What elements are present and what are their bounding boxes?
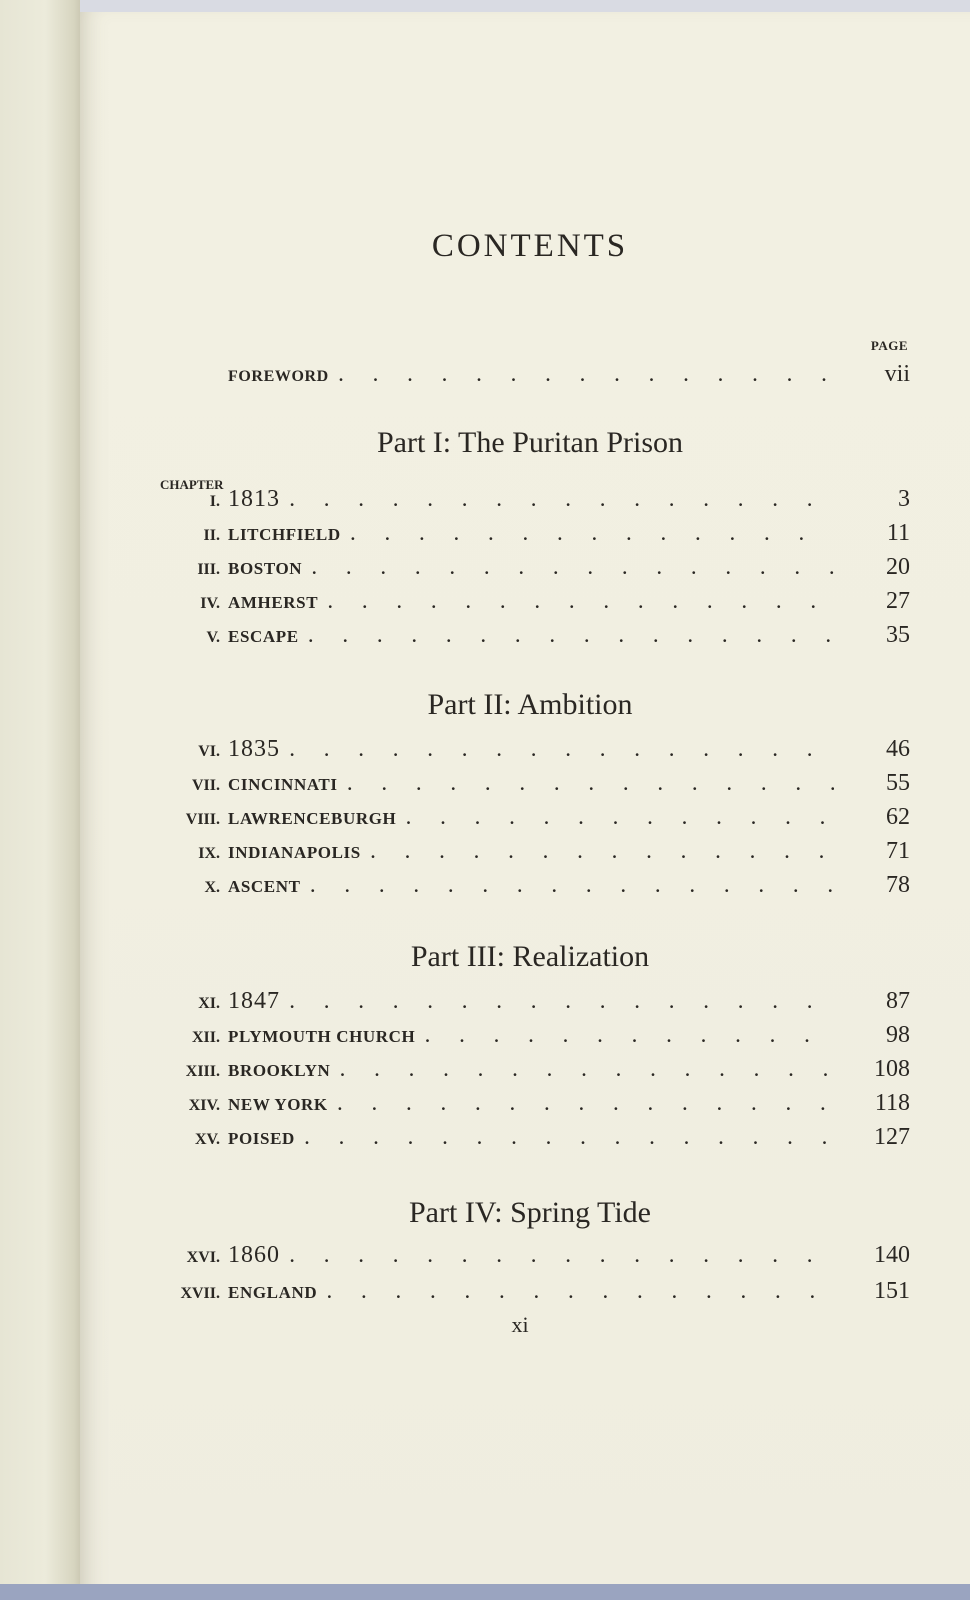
page-number: 20 [886,554,910,580]
chapter-title: CINCINNATI [228,775,338,794]
dot-leader [290,491,834,511]
chapter-number: V. [206,629,220,646]
dot-leader [425,1027,834,1047]
chapter-title: 1813 [228,486,280,512]
dot-leader [338,1095,834,1115]
chapter-title: FOREWORD [228,368,329,385]
dot-leader [327,1283,834,1303]
chapter-title: ASCENT [228,877,301,896]
dot-leader [351,525,834,545]
part-heading: Part III: Realization [410,940,650,973]
page-number: 78 [886,872,910,898]
chapter-number: XII. [191,1029,220,1046]
chapter-number: XVII. [180,1285,220,1302]
chapter-number: XI. [198,995,220,1012]
chapter-number: XV. [194,1131,220,1148]
page-number: 62 [886,804,910,830]
toc-entry [150,588,910,622]
chapter-title: BOSTON [228,559,303,578]
page-number: 11 [886,520,910,546]
toc-entry [150,622,910,656]
chapter-title: INDIANAPOLIS [228,843,361,862]
page-number: 151 [874,1278,910,1304]
chapter-title: ESCAPE [228,627,299,646]
chapter-title: POISED [228,1129,295,1148]
toc-entry [150,804,910,838]
chapter-title: 1835 [228,736,280,762]
dot-leader [290,1247,834,1267]
toc-entry [150,554,910,588]
dot-leader [371,843,834,863]
page-number: 71 [886,838,910,864]
page-number: 46 [886,736,910,762]
chapter-title: 1847 [228,988,280,1014]
chapter-number: IX. [198,845,220,862]
page-number: 118 [874,1090,910,1116]
page-number: 98 [886,1022,910,1048]
dot-leader [305,1129,834,1149]
page-folio: xi [511,1312,529,1337]
dot-leader [290,993,834,1013]
chapter-number: IV. [200,595,220,612]
chapter-number: XVI. [186,1249,220,1266]
background-strip-bottom [0,1584,970,1600]
dot-leader [312,559,834,579]
toc-entry-foreword [150,361,910,395]
dot-leader [339,366,834,386]
dot-leader [290,741,834,761]
chapter-title: PLYMOUTH CHURCH [228,1027,416,1046]
chapter-title: AMHERST [228,593,319,612]
dot-leader [328,593,834,613]
part-heading: Part II: Ambition [427,688,633,721]
chapter-title: ENGLAND [228,1283,318,1302]
chapter-number: III. [197,561,220,578]
page-number: 140 [874,1242,910,1268]
toc-entry [150,736,910,770]
page-column-header: PAGE [870,338,908,353]
dot-leader [309,627,834,647]
page-number: 108 [874,1056,910,1082]
chapter-number: VI. [198,743,220,760]
toc-entry [150,1090,910,1124]
toc-entry [150,770,910,804]
page-number: 55 [886,770,910,796]
page-title: CONTENTS [431,228,629,264]
toc-entry [150,988,910,1022]
page-number: 27 [886,588,910,614]
toc-entry [150,1242,910,1276]
chapter-title: BROOKLYN [228,1061,331,1080]
page-number: 3 [898,486,910,512]
chapter-number: II. [203,527,220,544]
chapter-number: XIV. [188,1097,220,1114]
toc-entry [150,1278,910,1312]
part-heading: Part IV: Spring Tide [409,1196,651,1229]
dot-leader [348,775,834,795]
toc-entry [150,520,910,554]
chapter-number: I. [209,493,220,510]
toc-entry [150,1056,910,1090]
chapter-number: X. [204,879,220,896]
toc-entry [150,486,910,520]
chapter-number: VIII. [185,811,220,828]
page-number: 87 [886,988,910,1014]
page-number: 127 [874,1124,910,1150]
chapter-title: NEW YORK [228,1095,328,1114]
toc-entry [150,1022,910,1056]
part-heading: Part I: The Puritan Prison [376,426,684,459]
chapter-title: LITCHFIELD [228,525,341,544]
dot-leader [340,1061,834,1081]
toc-entry [150,872,910,906]
chapter-column-header: CHAPTER [160,477,224,492]
dot-leader [406,809,834,829]
chapter-number: VII. [191,777,220,794]
toc-entry [150,838,910,872]
facing-page-edge [0,0,82,1600]
dot-leader [311,877,834,897]
page-number: vii [884,361,910,387]
toc-entry [150,1124,910,1158]
chapter-title: 1860 [228,1242,280,1268]
chapter-number: XIII. [185,1063,220,1080]
chapter-title: LAWRENCEBURGH [228,809,397,828]
page-number: 35 [886,622,910,648]
